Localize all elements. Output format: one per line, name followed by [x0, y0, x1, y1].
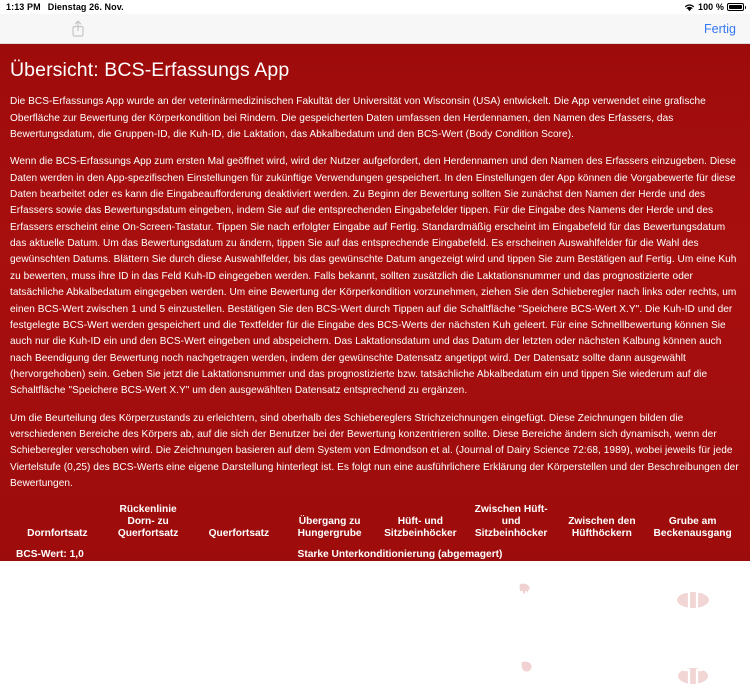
transverse-process-icon: [194, 648, 285, 694]
column-header-huefte-sitzbein: Hüft- und Sitzbeinhöcker: [384, 516, 457, 540]
transition-hunger-pit-icon: [284, 563, 375, 625]
battery-full-icon: [727, 3, 744, 11]
column-header-dornfortsatz: Dornfortsatz: [27, 528, 88, 540]
status-bar-right: [684, 2, 744, 12]
share-icon[interactable]: [67, 18, 89, 40]
transition-hunger-pit-icon: [284, 648, 375, 694]
column-header-zwischen-huefte-sitzbein: Zwischen Hüft- und Sitzbeinhöcker: [474, 504, 548, 540]
diagram-column-headers: [8, 504, 742, 540]
diagram-icon-row-2: [8, 648, 742, 694]
status-date: Dienstag 26. Nov.: [47, 2, 124, 12]
status-bar-left: [6, 2, 124, 12]
hip-pin-bone-icon: [375, 648, 466, 694]
column-header-querfortsatz: Querfortsatz: [208, 528, 270, 540]
score-label: BCS-Wert: 1,0: [16, 549, 84, 561]
hip-pin-bone-icon: [375, 563, 466, 625]
score-row-1: [8, 549, 742, 563]
between-hip-pin-bone-icon: [466, 563, 557, 625]
column-header-rueckenlinie: Rückenlinie Dorn- zu Querfortsatz: [117, 504, 179, 540]
column-header-zwischen-huefthoeckern: Zwischen den Hüfthöckern: [568, 516, 636, 540]
backline-spinous-transverse-icon: [103, 563, 194, 625]
pelvic-outlet-pit-icon: [647, 648, 738, 694]
spinous-process-icon: [12, 648, 103, 694]
ios-status-bar: [0, 0, 750, 14]
done-button[interactable]: Fertig: [704, 21, 736, 36]
column-header-hungergrube: Übergang zu Hungergrube: [297, 516, 362, 540]
backline-spinous-transverse-icon: [103, 648, 194, 694]
document-page[interactable]: [0, 44, 750, 646]
spinous-process-icon: [12, 563, 103, 625]
paragraph-usage: Wenn die BCS-Erfassungs App zum ersten Mal geöffnet wird, wird der Nutzer aufgefordert, den Herdennamen und den Namen des Erfassers einzugeben. Diese Daten werden in den App-spezifischen Einstellungen für zukünftige Verwendungen gespeichert. In den Einstellungen der App können die Vorgabewerte für diese Daten bearbeitet oder es kann die Eingabeaufforderung deaktiviert werden. Zu Beginn der Bewertung sollten Sie zunächst den Namen der Herde und des Erfassers sowie das Bewertungsdatum eingeben, indem Sie auf die entsprechenden Eingabefelder tippen. Für die Eingabe des Namens der Herde und des Erfassers erscheint eine On-Screen-Tastatur. Tippen Sie nach erfolgter Eingabe auf Fertig. Standardmäßig erscheint im Eingabefeld für das Bewertungsdatum das aktuelle Datum. Um das Bewertungsdatum zu ändern, tippen Sie auf das entsprechende Eingabefeld. Es erscheinen Auswahlfelder für die Wahl des gewünschten Datums. Blättern Sie durch diese Auswahlfelder, bis das gewünschte Datum angezeigt wird und tippen Sie zum Bestätigen auf Fertig. Um eine Kuh zu bewerten, muss ihre ID in das Feld Kuh-ID eingegeben werden. Falls bekannt, sollten zusätzlich die Laktationsnummer und das prognostizierte oder tatsächliche Abkalbedatum eingegeben werden. Um eine Bewertung der Körperkondition vorzunehmen, ziehen Sie den Schieberegler nach links oder rechts, um einen BCS-Wert zwischen 1 und 5 einzustellen. Bestätigen Sie den BCS-Wert durch Tippen auf die Schaltfläche "Speichere BCS-Wert X.Y". Die Kuh-ID und der festgelegte BCS-Wert werden gespeichert und die Textfelder für die Eingabe des BCS-Werts der nächsten Kuh geleert. Für eine Schnellbewertung können Sie auch nur die Kuh-ID ein und den BCS-Wert eingeben und abspeichern. Das Laktationsdatum und das Datum der letzten oder nächsten Kalbung können auch nach Beendigung der Bewertung noch nachgetragen werden, indem der gewünschte Datensatz angetippt wird. Der Datensatz sollte dann ausgewählt (hervorgehoben) sein. Geben Sie jetzt die Laktationsnummer und das prognostizierte bzw. tatsächliche Abkalbedatum ein und tippen Sie wiederum auf die Schaltfläche "Speichere BCS-Wert X.Y" um den ausgewählten Datensatz entsprechend zu ergänzen.: [10, 156, 737, 397]
diagram-icon-row-1: [8, 563, 742, 625]
between-hip-pin-bone-icon: [466, 648, 557, 694]
score-label: BCS-Wert: 1,25: [16, 634, 90, 646]
wifi-icon: [684, 3, 695, 12]
document-toolbar: [0, 14, 750, 44]
diagram-row-bcs-1-25: [8, 634, 742, 694]
column-header-beckenausgang: Grube am Beckenausgang: [653, 516, 732, 540]
score-row-2: [8, 634, 742, 648]
diagram-row-bcs-1-0: [8, 549, 742, 625]
page-title: Übersicht: BCS-Erfassungs App: [10, 59, 290, 81]
paragraph-drawings: Um die Beurteilung des Körperzustands zu erleichtern, sind oberhalb des Schiebereglers Strichzeichnungen eingefügt. Diese Zeichnungen bilden die verschiedenen Bereiche des Körpers ab, auf die sich der Benutzer bei der Bewertung konzentrieren sollte. Diese Bereiche ändern sich dynamisch, wenn der Schieberegler verschoben wird. Die Zeichnungen basieren auf dem System von Edmondson et al. (Journal of Dairy Science 72:68, 1989), wobei jeweils für jede Viertelstufe (0,25) des BCS-Werts eine eigene Darstellung hinterlegt ist. Es folgt nun eine ausführlichere Erklärung der Körperstellen und der Beschreibungen der Bewertungen.: [10, 412, 739, 489]
between-hip-bones-icon: [557, 563, 648, 625]
transverse-process-icon: [194, 563, 285, 625]
battery-percent-label: 100 %: [697, 2, 724, 12]
between-hip-bones-icon: [557, 648, 648, 694]
pelvic-outlet-pit-icon: [647, 563, 738, 625]
score-description: Starke Unterkonditionierung (abgemagert): [297, 549, 503, 561]
paragraph-intro: Die BCS-Erfassungs App wurde an der veterinärmedizinischen Fakultät der Universität von Wisconsin (USA) entwickelt. Die App verwendet eine grafische Oberfläche zur Bewertung der Körperkondition bei Rindern. Die gespeicherten Daten umfassen den Herdennamen, den Namen des Erfassers, das Bewertungsdatum, die Gruppen-ID, die Kuh-ID, die Laktation, das Abkalbedatum und den BCS-Wert (Body Condition Score).: [10, 96, 706, 141]
bcs-diagram-section: [8, 504, 742, 694]
status-time: 1:13 PM: [6, 2, 41, 12]
